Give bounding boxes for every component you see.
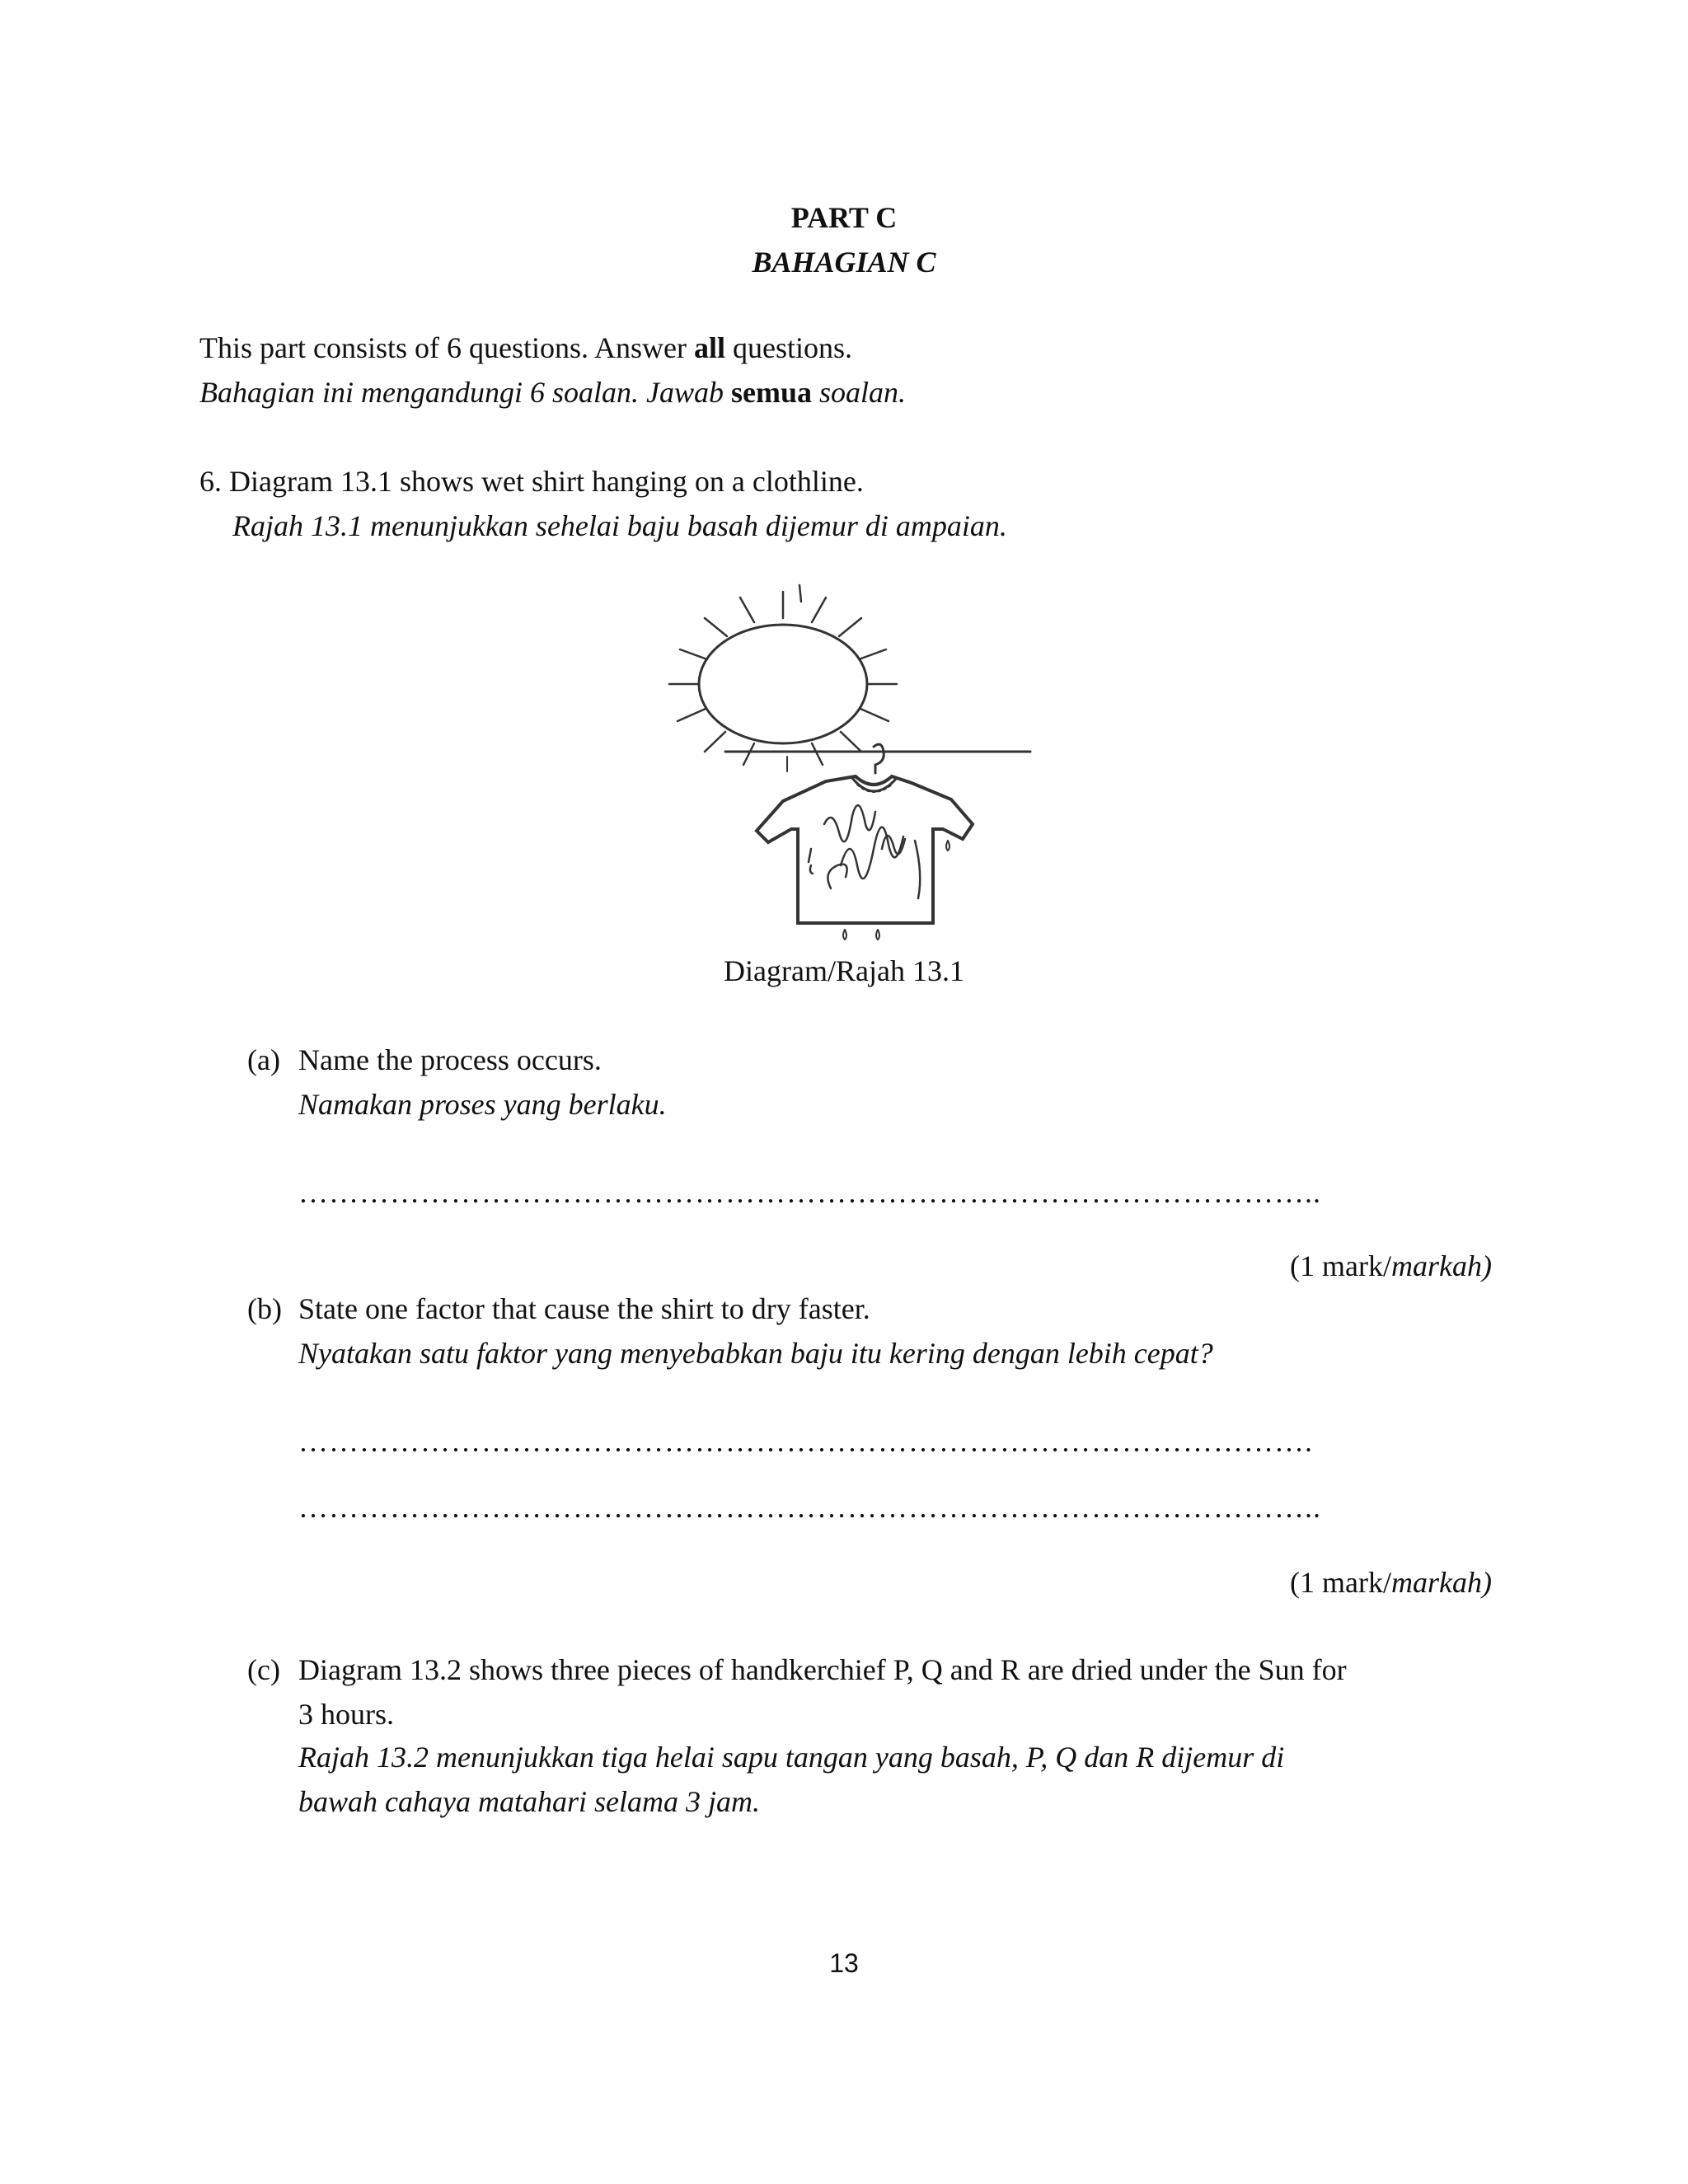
part-b-question: State one factor that cause the shirt to dry faster. xyxy=(298,1292,870,1325)
part-b-question-malay: Nyatakan satu faktor yang menyebabkan baju itu kering dengan lebih cepat? xyxy=(298,1337,1213,1370)
instructions-ms-bold: semua xyxy=(730,376,812,409)
part-b-marks xyxy=(1290,1564,1492,1601)
instructions-ms-post: soalan. xyxy=(811,376,906,409)
page-number: 13 xyxy=(829,1948,859,1978)
part-a-marks-en: (1 mark/ xyxy=(1290,1249,1392,1282)
part-title: PART C xyxy=(790,201,898,234)
part-c-label: (c) xyxy=(247,1653,280,1686)
part-a-question-malay: Namakan proses yang berlaku. xyxy=(298,1088,667,1121)
part-b-label: (b) xyxy=(247,1292,282,1325)
sun-icon xyxy=(699,625,867,743)
part-b-answer-line-1[interactable]: ………………………………………………………………………………………. xyxy=(298,1425,1313,1458)
question-6-text: 6. Diagram 13.1 shows wet shirt hanging on a clothline. xyxy=(199,465,864,498)
part-c-question-line-2: 3 hours. xyxy=(298,1698,394,1731)
wet-marks xyxy=(809,805,920,898)
part-a-answer-line[interactable]: ……………………………………………………………………………………….. xyxy=(298,1176,1321,1209)
part-b-marks-en: (1 mark/ xyxy=(1290,1566,1392,1599)
instructions-ms-pre: Bahagian ini mengandungi 6 soalan. Jawab xyxy=(199,376,731,409)
instructions-en-bold: all xyxy=(693,331,725,364)
instructions-en-pre: This part consists of 6 questions. Answer xyxy=(199,331,694,364)
question-6-text-malay: Rajah 13.1 menunjukkan sehelai baju basah dijemur di ampaian. xyxy=(232,509,1007,542)
diagram-13-1-caption: Diagram/Rajah 13.1 xyxy=(724,954,964,987)
part-subtitle: BAHAGIAN C xyxy=(752,246,936,279)
part-a-label: (a) xyxy=(247,1043,280,1076)
part-b-answer-line-2[interactable]: ……………………………………………………………………………………….. xyxy=(298,1491,1321,1524)
part-a-marks-ms: markah) xyxy=(1391,1249,1492,1282)
part-c-question-line-1: Diagram 13.2 shows three pieces of handkerchief P, Q and R are dried under the Sun for xyxy=(298,1653,1347,1686)
hanger-icon xyxy=(874,744,884,773)
part-b-marks-ms: markah) xyxy=(1391,1566,1492,1599)
part-a-question: Name the process occurs. xyxy=(298,1043,602,1076)
part-c-question-malay-line-1: Rajah 13.2 menunjukkan tiga helai sapu tangan yang basah, P, Q dan R dijemur di xyxy=(298,1741,1285,1774)
instructions-malay xyxy=(199,374,906,410)
instructions-en-post: questions. xyxy=(724,331,852,364)
diagram-wet-shirt xyxy=(635,577,1080,948)
sun-rays xyxy=(669,585,897,765)
part-a-marks xyxy=(1290,1248,1492,1284)
shirt-icon xyxy=(757,776,973,923)
instructions-english xyxy=(199,330,852,366)
part-c-question-malay-line-2: bawah cahaya matahari selama 3 jam. xyxy=(298,1785,760,1818)
